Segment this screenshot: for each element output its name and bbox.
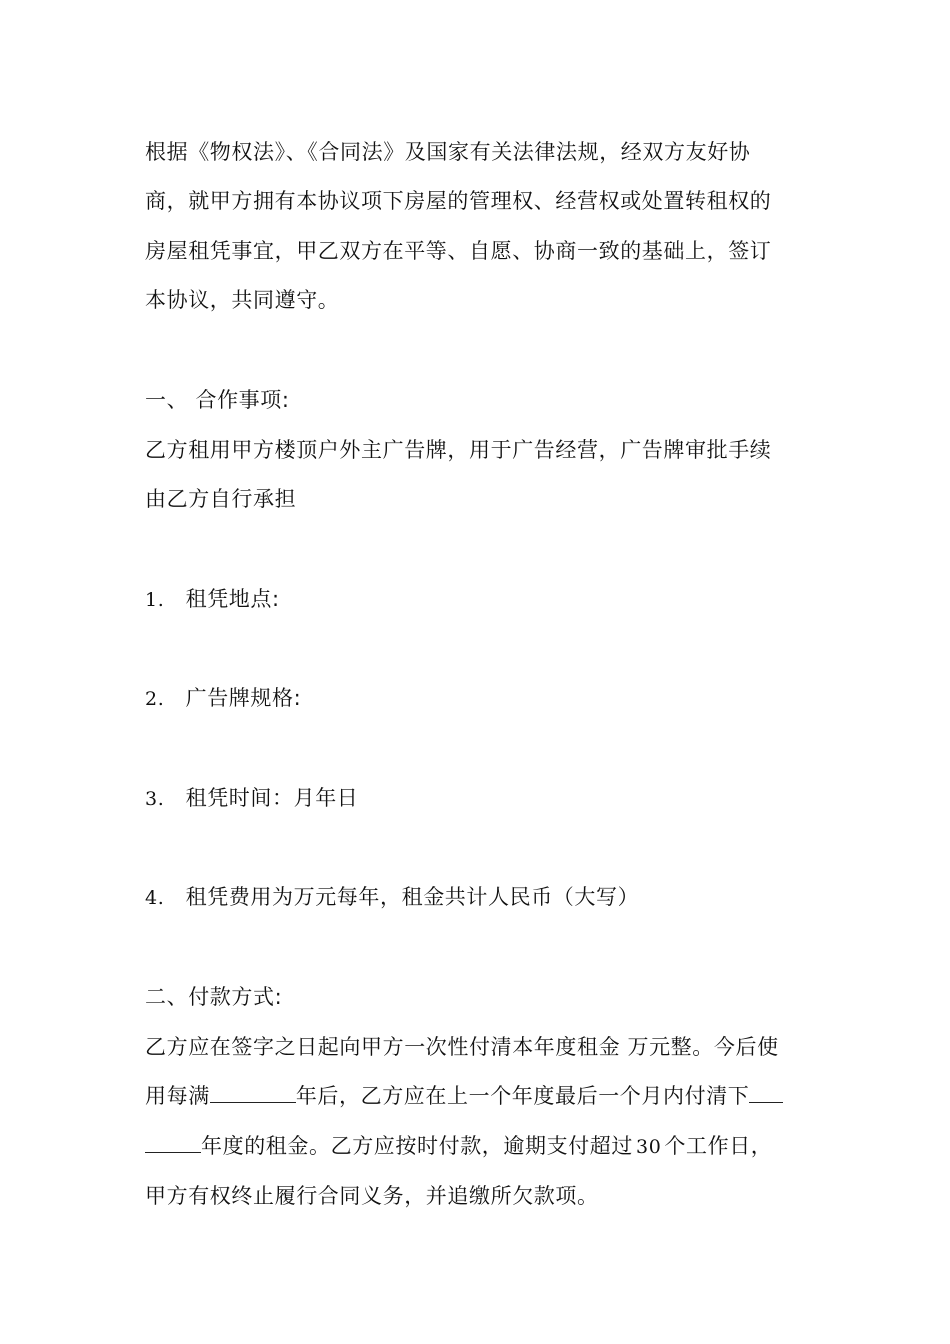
section1-body-line-2: 由乙方自行承担 bbox=[145, 487, 297, 511]
intro-line-4: 本协议，共同遵守。 bbox=[145, 288, 340, 312]
list-item-number: 3. bbox=[145, 788, 165, 810]
section2-line-2-start: 用每满 bbox=[145, 1084, 210, 1108]
list-item bbox=[145, 584, 280, 615]
section2-line-3 bbox=[145, 1131, 772, 1162]
list-item-number: 2. bbox=[145, 688, 165, 710]
list-item-text: 租凭地点: bbox=[185, 587, 280, 611]
section2-days-number: 30 bbox=[636, 1136, 662, 1158]
list-item bbox=[145, 683, 301, 714]
list-item-number: 1. bbox=[145, 589, 165, 611]
list-item-number: 4. bbox=[145, 887, 165, 909]
intro-line-2: 商，就甲方拥有本协议项下房屋的管理权、经营权或处置转租权的 bbox=[145, 189, 772, 213]
section2-heading: 二、付款方式: bbox=[145, 985, 283, 1009]
list-item-text: 租凭时间：月年日 bbox=[185, 786, 359, 810]
list-item-text: 租凭费用为万元每年，租金共计人民币（大写） bbox=[185, 885, 640, 909]
section2-line-1: 乙方应在签字之日起向甲方一次性付清本年度租金 万元整。今后使 bbox=[145, 1035, 779, 1059]
section2-line-3-start: 年度的租金。乙方应按时付款，逾期支付超过 bbox=[201, 1134, 633, 1158]
fill-blank-year-end bbox=[145, 1132, 201, 1153]
list-item bbox=[145, 783, 358, 814]
fill-blank-years bbox=[210, 1082, 296, 1103]
section2-line-2 bbox=[145, 1081, 783, 1111]
section1-body-line-1: 乙方租用甲方楼顶户外主广告牌，用于广告经营，广告牌审批手续 bbox=[145, 438, 772, 462]
section1-heading: 一、 合作事项: bbox=[145, 388, 290, 412]
intro-line-1: 根据《物权法》、《合同法》及国家有关法律法规，经双方友好协 bbox=[145, 140, 751, 164]
fill-blank-year-start bbox=[749, 1082, 783, 1103]
intro-line-3: 房屋租凭事宜，甲乙双方在平等、自愿、协商一致的基础上，签订 bbox=[145, 239, 772, 263]
list-item bbox=[145, 882, 639, 913]
section2-line-3-end: 个工作日， bbox=[664, 1134, 773, 1158]
section2-line-4: 甲方有权终止履行合同义务，并追缴所欠款项。 bbox=[145, 1184, 599, 1208]
list-item-text: 广告牌规格: bbox=[185, 686, 302, 710]
section2-line-2-end: 年后，乙方应在上一个年度最后一个月内付清下 bbox=[295, 1084, 750, 1108]
